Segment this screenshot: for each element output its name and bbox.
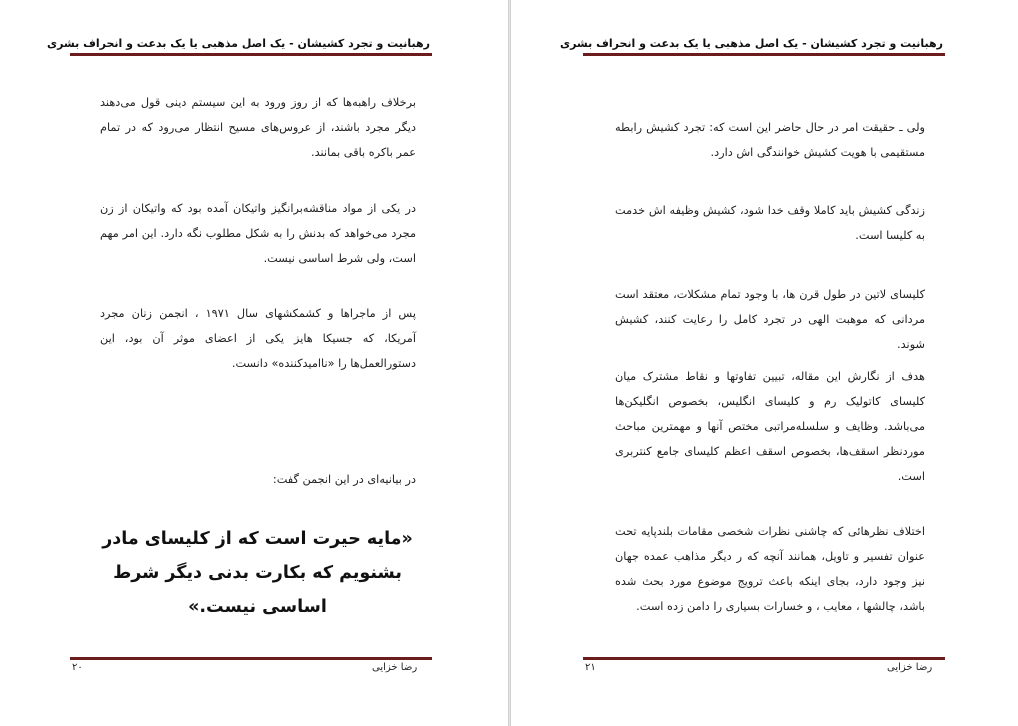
left-page-header: رهبانیت و تجرد کشیشان - یک اصل مذهبی یا یک بدعت و انحراف بشری [47,37,430,50]
right-paragraph-2-text: زندگی کشیش باید کاملا وقف خدا شود، کشیش وظیفه اش خدمت به کلیسا است. [615,204,925,242]
right-header-rule [583,53,945,56]
left-footer-rule [70,657,432,660]
left-paragraph-1-text: برخلاف راهبه‌ها که از روز ورود به این سیستم دینی قول می‌دهند دیگر مجرد باشند، از عروس‌های مسیح انتظار می‌رود که در تمام عمر باکره باقی بمانند. [100,96,416,159]
right-page [511,0,1018,726]
right-paragraph-2 [615,198,925,248]
right-page-header: رهبانیت و تجرد کشیشان - یک اصل مذهبی یا یک بدعت و انحراف بشری [560,37,943,50]
right-paragraph-5 [615,519,925,619]
right-author: رضا خزایی [887,662,933,673]
left-paragraph-3-text: پس از ماجراها و کشمکشهای سال ۱۹۷۱ ، انجمن زنان مجرد آمریکا، که جسیکا هایز یکی از اعضای موثر آن بود، این دستورالعمل‌ها را «ناامیدکننده» دانست. [100,307,416,370]
right-paragraph-1 [615,115,925,165]
left-author: رضا خزایی [372,662,418,673]
left-block-quote: «مایه حیرت است که از کلیسای مادر بشنویم که بکارت بدنی دیگر شرط اساسی نیست.» [102,529,413,617]
left-page-number: ۲۰ [72,662,83,673]
right-footer-rule [583,657,945,660]
left-paragraph-1 [100,90,416,165]
right-paragraph-1-text: ولی ـ حقیقت امر در حال حاضر این است که: تجرد کشیش رابطه مستقیمی با هویت کشیش خوانندگی اش دارد. [615,121,925,159]
right-paragraph-4 [615,364,925,489]
left-paragraph-2-text: در یکی از مواد مناقشه‌برانگیز واتیکان آمده بود که واتیکان از زن مجرد می‌خواهد که بدنش را به شکل مطلوب نگه دارد. این امر مهم است، ولی شرط اساسی نیست. [100,202,416,265]
left-paragraph-2 [100,196,416,271]
left-header-rule [70,53,432,56]
right-page-number: ۲۱ [585,662,596,673]
right-paragraph-5-text: اختلاف نظرهائی که چاشنی نظرات شخصی مقامات بلندپایه تحت عنوان تفسیر و تاویل، همانند آنچه که ر دیگر مذاهب عمده جهان نیز وجود دارد، بجای اینکه باعث ترویج موضوع مورد بحث شده باشد، چالشها ، معایب ، و خسارات بسیاری را دامن زده است. [615,525,925,613]
left-paragraph-3 [100,301,416,376]
left-paragraph-4-text: در بیانیه‌ای در این انجمن گفت: [272,473,416,486]
left-paragraph-4 [100,467,416,492]
right-paragraph-3-text: کلیسای لاتین در طول قرن ها، با وجود تمام مشکلات، معتقد است مردانی که موهبت الهی در تجرد کامل را رعایت کنند، کشیش شوند. [615,288,925,351]
right-paragraph-4-text: هدف از نگارش این مقاله، تبیین تفاوتها و نقاط مشترک میان کلیسای کاتولیک رم و کلیسای انگلیس، بخصوص انگلیکن‌ها می‌باشد. وظایف و سلسله‌مراتبی مختص آنها و مهمترین مباحث موردنظر اسقف‌ها، بخصوص اسقف اعظم کلیسای جامع کنتربری است. [615,370,925,483]
right-paragraph-3 [615,282,925,357]
